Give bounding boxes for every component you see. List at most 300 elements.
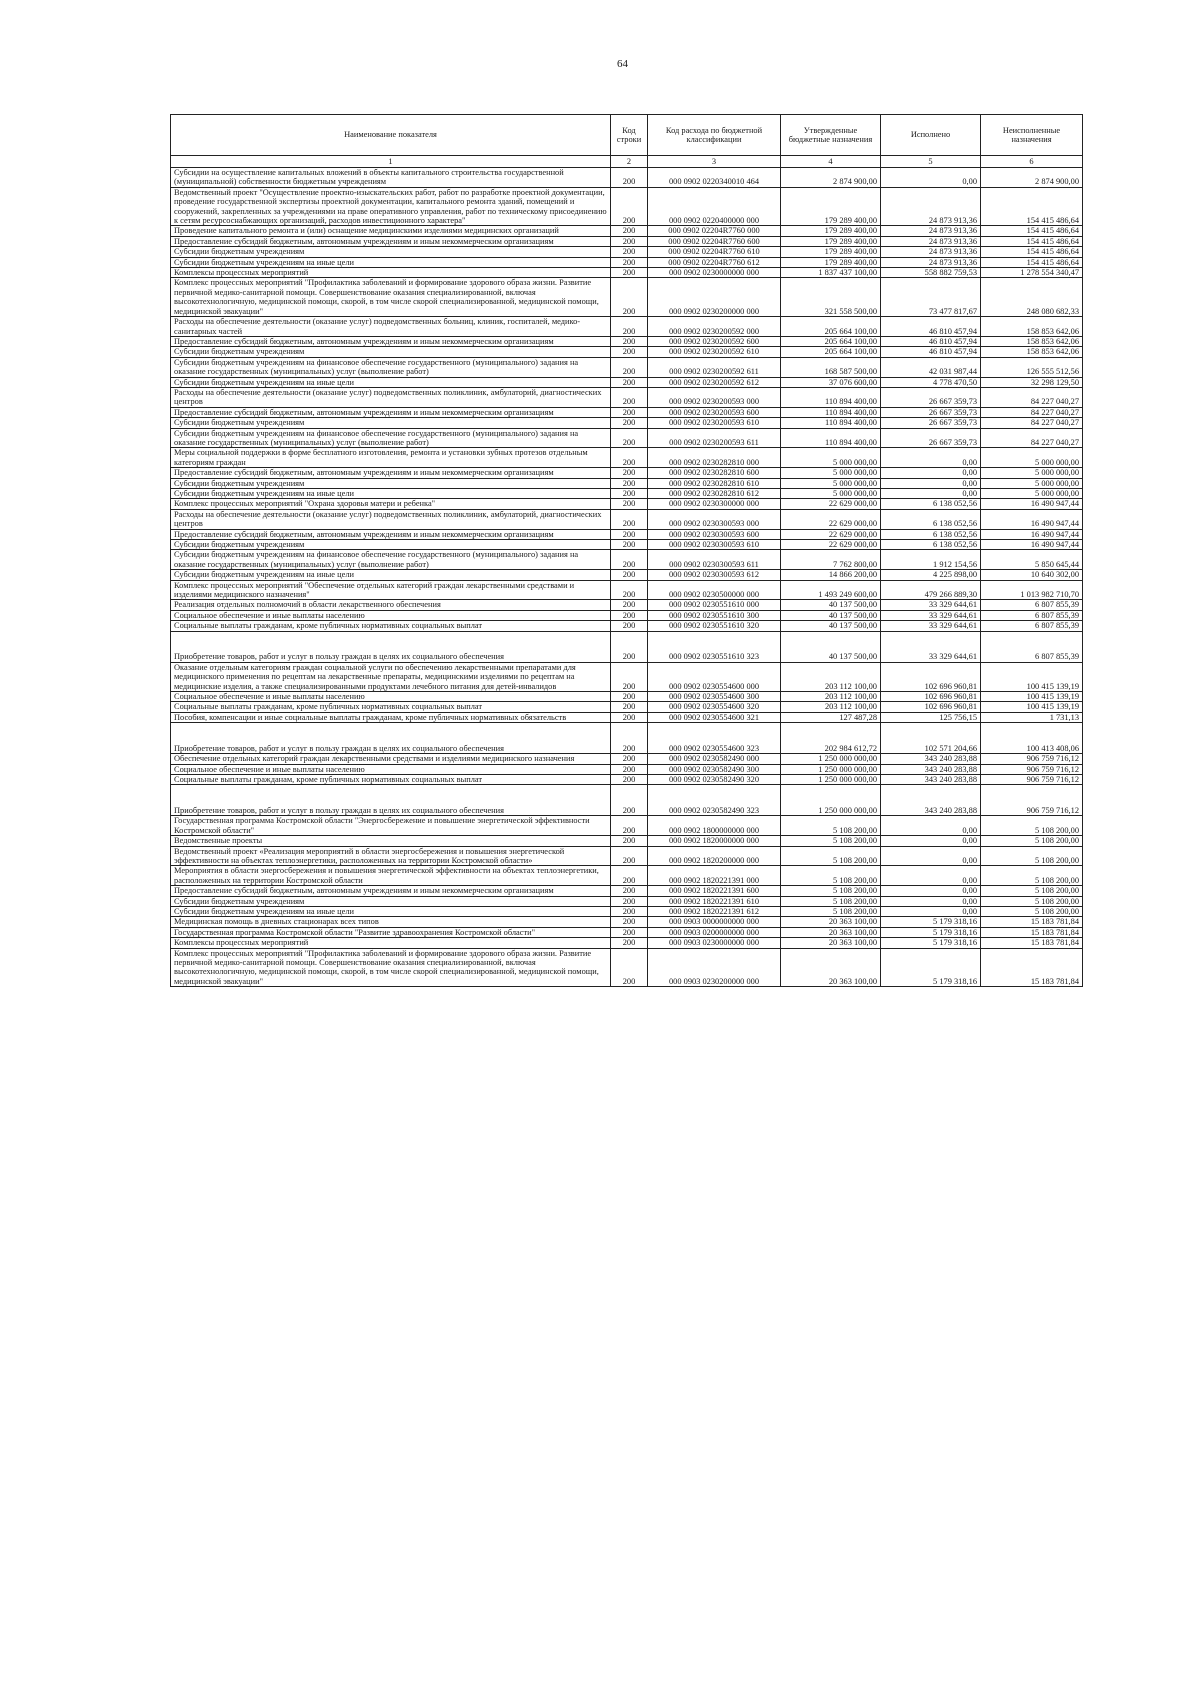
row-approved-cell: 5 000 000,00 (781, 448, 881, 468)
table-row (171, 540, 1083, 550)
table-row (171, 478, 1083, 488)
row-code-cell: 200 (611, 418, 648, 428)
row-unexecuted-cell: 16 490 947,44 (981, 540, 1083, 550)
row-executed-cell: 0,00 (881, 836, 981, 846)
row-executed-cell: 26 667 359,73 (881, 407, 981, 417)
row-approved-cell: 2 874 900,00 (781, 168, 881, 188)
row-executed-cell: 6 138 052,56 (881, 529, 981, 539)
row-approved-cell: 1 493 249 600,00 (781, 580, 881, 600)
row-unexecuted-cell: 16 490 947,44 (981, 529, 1083, 539)
table-row (171, 418, 1083, 428)
row-unexecuted-cell: 5 108 200,00 (981, 907, 1083, 917)
row-code-cell: 200 (611, 236, 648, 246)
row-code-cell: 200 (611, 570, 648, 580)
row-name-cell: Пособия, компенсации и иные социальные выплаты гражданам, кроме публичных нормативных обязательств (171, 712, 611, 722)
row-unexecuted-cell: 15 183 781,84 (981, 938, 1083, 948)
row-name-cell: Ведомственные проекты (171, 836, 611, 846)
row-approved-cell: 5 000 000,00 (781, 489, 881, 499)
table-header-row (171, 115, 1083, 156)
row-name-cell: Предоставление субсидий бюджетным, автономным учреждениям и иным некоммерческим организациям (171, 468, 611, 478)
row-executed-cell: 102 696 960,81 (881, 662, 981, 691)
row-kbk-cell: 000 0902 0230554600 300 (648, 691, 781, 701)
row-executed-cell: 4 778 470,50 (881, 377, 981, 387)
table-row (171, 896, 1083, 906)
row-name-cell: Социальное обеспечение и иные выплаты населению (171, 610, 611, 620)
table-row (171, 764, 1083, 774)
row-executed-cell: 5 179 318,16 (881, 917, 981, 927)
row-code-cell: 200 (611, 499, 648, 509)
row-name-cell: Комплексы процессных мероприятий (171, 268, 611, 278)
row-name-cell: Комплекс процессных мероприятий "Профилактика заболеваний и формирование здорового образа жизни. Развитие первичной медико-санитарной помощи. Совершенствование оказания специализированной, включая высокотехнологичную, медицинской помощи, скорой, в том числе скорой специализированной, медицинской помощи, медицинской эвакуации" (171, 948, 611, 987)
table-row (171, 268, 1083, 278)
row-approved-cell: 5 108 200,00 (781, 836, 881, 846)
row-name-cell: Обеспечение отдельных категорий граждан лекарственными средствами и изделиями медицинского назначения (171, 754, 611, 764)
row-kbk-cell: 000 0903 0200000000 000 (648, 927, 781, 937)
row-name-cell: Приобретение товаров, работ и услуг в пользу граждан в целях их социального обеспечения (171, 723, 611, 754)
row-executed-cell: 26 667 359,73 (881, 418, 981, 428)
row-kbk-cell: 000 0902 0230554600 321 (648, 712, 781, 722)
page-number: 64 (617, 58, 628, 70)
row-executed-cell: 343 240 283,88 (881, 785, 981, 816)
row-code-cell: 200 (611, 580, 648, 600)
table-row (171, 712, 1083, 722)
row-unexecuted-cell: 5 000 000,00 (981, 468, 1083, 478)
row-approved-cell: 22 629 000,00 (781, 540, 881, 550)
row-kbk-cell: 000 0902 0230554600 000 (648, 662, 781, 691)
row-name-cell: Социальное обеспечение и иные выплаты населению (171, 691, 611, 701)
row-code-cell: 200 (611, 631, 648, 662)
row-approved-cell: 5 108 200,00 (781, 846, 881, 866)
row-kbk-cell: 000 0902 0230282810 612 (648, 489, 781, 499)
row-kbk-cell: 000 0902 0230200592 611 (648, 357, 781, 377)
row-kbk-cell: 000 0902 0230200592 612 (648, 377, 781, 387)
row-approved-cell: 5 108 200,00 (781, 896, 881, 906)
row-code-cell: 200 (611, 600, 648, 610)
table-row (171, 927, 1083, 937)
row-approved-cell: 20 363 100,00 (781, 938, 881, 948)
row-approved-cell: 110 894 400,00 (781, 418, 881, 428)
row-name-cell: Социальные выплаты гражданам, кроме публичных нормативных социальных выплат (171, 621, 611, 631)
row-unexecuted-cell: 154 415 486,64 (981, 236, 1083, 246)
row-code-cell: 200 (611, 723, 648, 754)
row-name-cell: Предоставление субсидий бюджетным, автономным учреждениям и иным некоммерческим организациям (171, 336, 611, 346)
row-name-cell: Комплекс процессных мероприятий "Профилактика заболеваний и формирование здорового образа жизни. Развитие первичной медико-санитарной помощи. Совершенствование оказания специализированной, включая высокотехнологичную, медицинской помощи, скорой, в том числе скорой специализированной, медицинской помощи, медицинской эвакуации" (171, 278, 611, 317)
row-approved-cell: 5 000 000,00 (781, 478, 881, 488)
row-unexecuted-cell: 154 415 486,64 (981, 257, 1083, 267)
row-code-cell: 200 (611, 489, 648, 499)
row-unexecuted-cell: 15 183 781,84 (981, 948, 1083, 987)
row-kbk-cell: 000 0903 0230200000 000 (648, 948, 781, 987)
table-row (171, 570, 1083, 580)
row-name-cell: Комплекс процессных мероприятий "Охрана здоровья матери и ребенка" (171, 499, 611, 509)
row-kbk-cell: 000 0902 0230200592 000 (648, 317, 781, 337)
row-unexecuted-cell: 1 013 982 710,70 (981, 580, 1083, 600)
row-approved-cell: 5 108 200,00 (781, 866, 881, 886)
row-name-cell: Субсидии бюджетным учреждениям на иные цели (171, 907, 611, 917)
row-name-cell: Оказание отдельным категориям граждан социальной услуги по обеспечению лекарственными препаратами для медицинского применения по рецептам на лекарственные препараты, медицинскими изделиями по рецептам на медицинские изделия, а также специализированными продуктами лечебного питания для детей-инвалидов (171, 662, 611, 691)
row-kbk-cell: 000 0902 0230200593 611 (648, 428, 781, 448)
row-executed-cell: 0,00 (881, 168, 981, 188)
column-number: 2 (611, 156, 648, 168)
table-row (171, 428, 1083, 448)
row-code-cell: 200 (611, 774, 648, 784)
row-code-cell: 200 (611, 691, 648, 701)
column-header-kbk: Код расхода по бюджетной классификации (648, 115, 781, 156)
row-approved-cell: 1 837 437 100,00 (781, 268, 881, 278)
table-row (171, 785, 1083, 816)
row-executed-cell: 0,00 (881, 448, 981, 468)
row-kbk-cell: 000 0902 0230554600 323 (648, 723, 781, 754)
row-unexecuted-cell: 16 490 947,44 (981, 499, 1083, 509)
row-code-cell: 200 (611, 247, 648, 257)
row-executed-cell: 42 031 987,44 (881, 357, 981, 377)
row-unexecuted-cell: 6 807 855,39 (981, 610, 1083, 620)
column-header-name: Наименование показателя (171, 115, 611, 156)
row-kbk-cell: 000 0902 0230200592 610 (648, 347, 781, 357)
row-executed-cell: 0,00 (881, 489, 981, 499)
row-kbk-cell: 000 0902 0230300593 600 (648, 529, 781, 539)
row-kbk-cell: 000 0902 0230200593 610 (648, 418, 781, 428)
table-row (171, 168, 1083, 188)
row-unexecuted-cell: 158 853 642,06 (981, 317, 1083, 337)
row-code-cell: 200 (611, 387, 648, 407)
row-kbk-cell: 000 0902 0230200000 000 (648, 278, 781, 317)
column-header-unexecuted: Неисполненные назначения (981, 115, 1083, 156)
row-kbk-cell: 000 0902 0230282810 000 (648, 448, 781, 468)
column-header-approved: Утвержденные бюджетные назначения (781, 115, 881, 156)
row-executed-cell: 6 138 052,56 (881, 509, 981, 529)
row-kbk-cell: 000 0902 1800000000 000 (648, 816, 781, 836)
row-unexecuted-cell: 1 731,13 (981, 712, 1083, 722)
row-approved-cell: 22 629 000,00 (781, 529, 881, 539)
table-row (171, 509, 1083, 529)
table-row (171, 489, 1083, 499)
row-unexecuted-cell: 32 298 129,50 (981, 377, 1083, 387)
row-code-cell: 200 (611, 896, 648, 906)
row-unexecuted-cell: 5 000 000,00 (981, 489, 1083, 499)
row-kbk-cell: 000 0902 0230582490 320 (648, 774, 781, 784)
row-unexecuted-cell: 6 807 855,39 (981, 621, 1083, 631)
table-row (171, 662, 1083, 691)
table-row (171, 448, 1083, 468)
row-approved-cell: 203 112 100,00 (781, 662, 881, 691)
row-unexecuted-cell: 5 850 645,44 (981, 550, 1083, 570)
row-unexecuted-cell: 5 000 000,00 (981, 448, 1083, 468)
row-approved-cell: 5 108 200,00 (781, 907, 881, 917)
row-executed-cell: 33 329 644,61 (881, 631, 981, 662)
table-row (171, 754, 1083, 764)
row-unexecuted-cell: 15 183 781,84 (981, 917, 1083, 927)
row-unexecuted-cell: 84 227 040,27 (981, 428, 1083, 448)
row-approved-cell: 5 000 000,00 (781, 468, 881, 478)
row-unexecuted-cell: 84 227 040,27 (981, 387, 1083, 407)
row-approved-cell: 22 629 000,00 (781, 499, 881, 509)
row-executed-cell: 26 667 359,73 (881, 387, 981, 407)
row-executed-cell: 125 756,15 (881, 712, 981, 722)
row-code-cell: 200 (611, 478, 648, 488)
table-row (171, 907, 1083, 917)
table-row (171, 226, 1083, 236)
column-number: 4 (781, 156, 881, 168)
row-unexecuted-cell: 100 415 139,19 (981, 702, 1083, 712)
row-code-cell: 200 (611, 754, 648, 764)
row-approved-cell: 127 487,28 (781, 712, 881, 722)
row-name-cell: Субсидии бюджетным учреждениям на иные цели (171, 489, 611, 499)
row-executed-cell: 5 179 318,16 (881, 948, 981, 987)
row-code-cell: 200 (611, 948, 648, 987)
row-approved-cell: 179 289 400,00 (781, 187, 881, 226)
row-executed-cell: 0,00 (881, 478, 981, 488)
row-approved-cell: 203 112 100,00 (781, 702, 881, 712)
row-unexecuted-cell: 906 759 716,12 (981, 774, 1083, 784)
table-row (171, 357, 1083, 377)
row-name-cell: Государственная программа Костромской области "Энергосбережение и повышение энергетической эффективности Костромской области" (171, 816, 611, 836)
row-code-cell: 200 (611, 226, 648, 236)
table-row (171, 621, 1083, 631)
table-row (171, 631, 1083, 662)
row-code-cell: 200 (611, 927, 648, 937)
row-approved-cell: 110 894 400,00 (781, 428, 881, 448)
row-name-cell: Субсидии бюджетным учреждениям на иные цели (171, 570, 611, 580)
row-executed-cell: 73 477 817,67 (881, 278, 981, 317)
row-approved-cell: 205 664 100,00 (781, 336, 881, 346)
row-unexecuted-cell: 248 080 682,33 (981, 278, 1083, 317)
table-row (171, 886, 1083, 896)
row-kbk-cell: 000 0902 0230500000 000 (648, 580, 781, 600)
row-executed-cell: 102 696 960,81 (881, 702, 981, 712)
row-approved-cell: 37 076 600,00 (781, 377, 881, 387)
row-code-cell: 200 (611, 168, 648, 188)
row-name-cell: Социальные выплаты гражданам, кроме публичных нормативных социальных выплат (171, 774, 611, 784)
row-code-cell: 200 (611, 764, 648, 774)
row-code-cell: 200 (611, 917, 648, 927)
row-approved-cell: 110 894 400,00 (781, 407, 881, 417)
row-kbk-cell: 000 0902 02204R7760 612 (648, 257, 781, 267)
row-executed-cell: 479 266 889,30 (881, 580, 981, 600)
row-kbk-cell: 000 0903 0230000000 000 (648, 938, 781, 948)
row-unexecuted-cell: 15 183 781,84 (981, 927, 1083, 937)
row-name-cell: Предоставление субсидий бюджетным, автономным учреждениям и иным некоммерческим организациям (171, 236, 611, 246)
row-code-cell: 200 (611, 377, 648, 387)
row-executed-cell: 102 696 960,81 (881, 691, 981, 701)
row-executed-cell: 26 667 359,73 (881, 428, 981, 448)
row-code-cell: 200 (611, 347, 648, 357)
row-approved-cell: 1 250 000 000,00 (781, 764, 881, 774)
row-kbk-cell: 000 0902 0230200592 600 (648, 336, 781, 346)
row-approved-cell: 179 289 400,00 (781, 226, 881, 236)
row-code-cell: 200 (611, 540, 648, 550)
row-approved-cell: 179 289 400,00 (781, 236, 881, 246)
row-unexecuted-cell: 154 415 486,64 (981, 226, 1083, 236)
row-kbk-cell: 000 0902 0230000000 000 (648, 268, 781, 278)
table-row (171, 377, 1083, 387)
row-executed-cell: 0,00 (881, 907, 981, 917)
row-name-cell: Предоставление субсидий бюджетным, автономным учреждениям и иным некоммерческим организациям (171, 886, 611, 896)
table-row (171, 236, 1083, 246)
table-row (171, 468, 1083, 478)
row-kbk-cell: 000 0902 1820200000 000 (648, 846, 781, 866)
row-approved-cell: 203 112 100,00 (781, 691, 881, 701)
row-unexecuted-cell: 5 108 200,00 (981, 836, 1083, 846)
table-row (171, 816, 1083, 836)
row-name-cell: Субсидии бюджетным учреждениям (171, 896, 611, 906)
row-executed-cell: 46 810 457,94 (881, 347, 981, 357)
row-executed-cell: 24 873 913,36 (881, 257, 981, 267)
column-number: 5 (881, 156, 981, 168)
row-executed-cell: 5 179 318,16 (881, 927, 981, 937)
row-kbk-cell: 000 0902 02204R7760 000 (648, 226, 781, 236)
row-approved-cell: 202 984 612,72 (781, 723, 881, 754)
row-kbk-cell: 000 0902 02204R7760 600 (648, 236, 781, 246)
row-unexecuted-cell: 126 555 512,56 (981, 357, 1083, 377)
row-approved-cell: 40 137 500,00 (781, 600, 881, 610)
row-name-cell: Меры социальной поддержки в форме бесплатного изготовления, ремонта и установки зубных протезов отдельным категориям граждан (171, 448, 611, 468)
row-name-cell: Субсидии бюджетным учреждениям на иные цели (171, 377, 611, 387)
row-executed-cell: 4 225 898,00 (881, 570, 981, 580)
row-kbk-cell: 000 0902 0230282810 600 (648, 468, 781, 478)
row-name-cell: Приобретение товаров, работ и услуг в пользу граждан в целях их социального обеспечения (171, 785, 611, 816)
row-executed-cell: 102 571 204,66 (881, 723, 981, 754)
row-kbk-cell: 000 0902 0230300000 000 (648, 499, 781, 509)
row-code-cell: 200 (611, 428, 648, 448)
row-code-cell: 200 (611, 907, 648, 917)
table-row (171, 948, 1083, 987)
row-approved-cell: 1 250 000 000,00 (781, 774, 881, 784)
row-kbk-cell: 000 0902 1820221391 610 (648, 896, 781, 906)
row-code-cell: 200 (611, 866, 648, 886)
table-row (171, 317, 1083, 337)
row-name-cell: Комплексы процессных мероприятий (171, 938, 611, 948)
row-name-cell: Расходы на обеспечение деятельности (оказание услуг) подведомственных больниц, клиник, госпиталей, медико-санитарных частей (171, 317, 611, 337)
row-approved-cell: 14 866 200,00 (781, 570, 881, 580)
row-executed-cell: 1 912 154,56 (881, 550, 981, 570)
row-approved-cell: 40 137 500,00 (781, 610, 881, 620)
row-executed-cell: 343 240 283,88 (881, 764, 981, 774)
row-unexecuted-cell: 100 413 408,06 (981, 723, 1083, 754)
row-code-cell: 200 (611, 187, 648, 226)
table-row (171, 580, 1083, 600)
row-unexecuted-cell: 906 759 716,12 (981, 785, 1083, 816)
column-number-row (171, 156, 1083, 168)
row-name-cell: Субсидии бюджетным учреждениям на иные цели (171, 257, 611, 267)
table-row (171, 846, 1083, 866)
column-number: 3 (648, 156, 781, 168)
row-executed-cell: 343 240 283,88 (881, 774, 981, 784)
row-code-cell: 200 (611, 278, 648, 317)
row-kbk-cell: 000 0902 0230300593 610 (648, 540, 781, 550)
row-executed-cell: 0,00 (881, 816, 981, 836)
row-code-cell: 200 (611, 662, 648, 691)
row-name-cell: Социальное обеспечение и иные выплаты населению (171, 764, 611, 774)
row-code-cell: 200 (611, 468, 648, 478)
row-unexecuted-cell: 100 415 139,19 (981, 691, 1083, 701)
row-approved-cell: 110 894 400,00 (781, 387, 881, 407)
row-name-cell: Комплекс процессных мероприятий "Обеспечение отдельных категорий граждан лекарственными средствами и изделиями медицинского назначения" (171, 580, 611, 600)
row-kbk-cell: 000 0902 0230300593 612 (648, 570, 781, 580)
row-kbk-cell: 000 0902 0230300593 000 (648, 509, 781, 529)
row-approved-cell: 179 289 400,00 (781, 247, 881, 257)
row-kbk-cell: 000 0902 0230200593 000 (648, 387, 781, 407)
row-name-cell: Ведомственный проект "Осуществление проектно-изыскательских работ, работ по разработке проектной документации, проведение государственной экспертизы проектной документации, капитального ремонта зданий, помещений и сооружений, закрепленных за учреждениями на праве оперативного управления, работ по техническому присоединению к сетям ресурсоснабжающих организаций, расходов инвестиционного характера" (171, 187, 611, 226)
table-row (171, 257, 1083, 267)
table-row (171, 407, 1083, 417)
table-row (171, 387, 1083, 407)
table-row (171, 723, 1083, 754)
row-kbk-cell: 000 0902 0230551610 320 (648, 621, 781, 631)
row-name-cell: Социальные выплаты гражданам, кроме публичных нормативных социальных выплат (171, 702, 611, 712)
table-row (171, 938, 1083, 948)
row-kbk-cell: 000 0902 0230582490 323 (648, 785, 781, 816)
row-executed-cell: 33 329 644,61 (881, 610, 981, 620)
row-name-cell: Мероприятия в области энергосбережения и повышения энергетической эффективности на объектах теплоэнергетики, расположенных на территории Костромской области (171, 866, 611, 886)
row-name-cell: Расходы на обеспечение деятельности (оказание услуг) подведомственных поликлиник, амбулаторий, диагностических центров (171, 387, 611, 407)
row-approved-cell: 40 137 500,00 (781, 631, 881, 662)
row-code-cell: 200 (611, 610, 648, 620)
row-approved-cell: 20 363 100,00 (781, 927, 881, 937)
table-row (171, 336, 1083, 346)
table-row (171, 600, 1083, 610)
row-approved-cell: 1 250 000 000,00 (781, 754, 881, 764)
row-executed-cell: 24 873 913,36 (881, 236, 981, 246)
row-kbk-cell: 000 0902 0230200593 600 (648, 407, 781, 417)
row-unexecuted-cell: 84 227 040,27 (981, 407, 1083, 417)
row-kbk-cell: 000 0902 0220400000 000 (648, 187, 781, 226)
column-number: 1 (171, 156, 611, 168)
row-name-cell: Субсидии бюджетным учреждениям (171, 540, 611, 550)
row-kbk-cell: 000 0902 1820000000 000 (648, 836, 781, 846)
row-code-cell: 200 (611, 509, 648, 529)
table-row (171, 866, 1083, 886)
row-code-cell: 200 (611, 448, 648, 468)
row-name-cell: Расходы на обеспечение деятельности (оказание услуг) подведомственных поликлиник, амбулаторий, диагностических центров (171, 509, 611, 529)
row-code-cell: 200 (611, 785, 648, 816)
row-executed-cell: 0,00 (881, 886, 981, 896)
row-unexecuted-cell: 6 807 855,39 (981, 600, 1083, 610)
row-kbk-cell: 000 0902 1820221391 612 (648, 907, 781, 917)
table-row (171, 702, 1083, 712)
budget-execution-table (170, 114, 1083, 987)
row-approved-cell: 321 558 500,00 (781, 278, 881, 317)
row-unexecuted-cell: 10 640 302,00 (981, 570, 1083, 580)
row-unexecuted-cell: 154 415 486,64 (981, 187, 1083, 226)
row-unexecuted-cell: 16 490 947,44 (981, 509, 1083, 529)
table-row (171, 917, 1083, 927)
row-executed-cell: 0,00 (881, 896, 981, 906)
row-approved-cell: 22 629 000,00 (781, 509, 881, 529)
table-row (171, 610, 1083, 620)
row-name-cell: Субсидии бюджетным учреждениям (171, 418, 611, 428)
row-code-cell: 200 (611, 529, 648, 539)
row-approved-cell: 20 363 100,00 (781, 917, 881, 927)
row-code-cell: 200 (611, 886, 648, 896)
row-kbk-cell: 000 0903 0000000000 000 (648, 917, 781, 927)
row-code-cell: 200 (611, 268, 648, 278)
row-name-cell: Субсидии бюджетным учреждениям на финансовое обеспечение государственного (муниципального) задания на оказание государственных (муниципальных) услуг (выполнение работ) (171, 357, 611, 377)
table-row (171, 187, 1083, 226)
row-executed-cell: 46 810 457,94 (881, 336, 981, 346)
row-kbk-cell: 000 0902 0230582490 300 (648, 764, 781, 774)
row-unexecuted-cell: 5 000 000,00 (981, 478, 1083, 488)
row-unexecuted-cell: 158 853 642,06 (981, 336, 1083, 346)
row-executed-cell: 0,00 (881, 468, 981, 478)
row-kbk-cell: 000 0902 0230551610 000 (648, 600, 781, 610)
row-unexecuted-cell: 1 278 554 340,47 (981, 268, 1083, 278)
row-name-cell: Субсидии бюджетным учреждениям на финансовое обеспечение государственного (муниципального) задания на оказание государственных (муниципальных) услуг (выполнение работ) (171, 550, 611, 570)
row-unexecuted-cell: 5 108 200,00 (981, 886, 1083, 896)
row-unexecuted-cell: 84 227 040,27 (981, 418, 1083, 428)
row-executed-cell: 6 138 052,56 (881, 540, 981, 550)
row-name-cell: Государственная программа Костромской области "Развитие здравоохранения Костромской области" (171, 927, 611, 937)
